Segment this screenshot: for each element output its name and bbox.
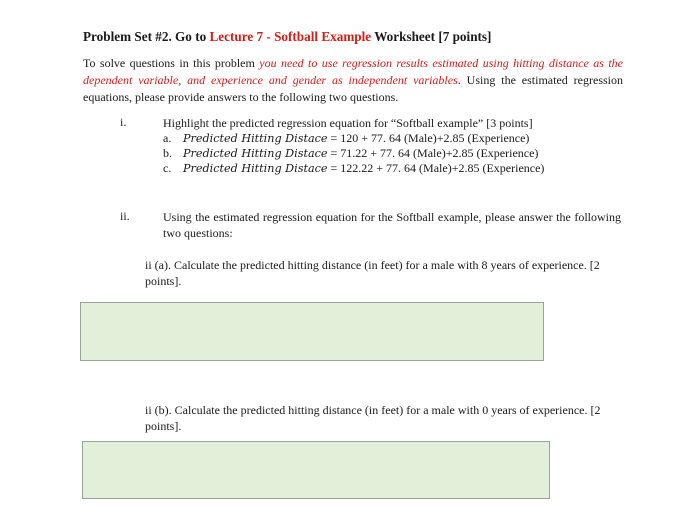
intro-part1: To solve questions in this problem xyxy=(83,56,260,70)
title-prefix: Problem Set #2. Go to xyxy=(83,29,210,44)
question-i-text: Highlight the predicted regression equation for “Softball example” [3 points] xyxy=(163,116,533,130)
intro-emphasis: you need to use regression results estimated using hitting distance as the dependent variable, and experience and gender as independent variables xyxy=(83,56,623,87)
problem-title xyxy=(83,29,491,45)
lecture-reference: Lecture 7 - Softball Example xyxy=(209,29,372,44)
option-a-rhs: = 120 + 77. 64 (Male)+2.85 (Experience) xyxy=(327,131,530,145)
question-ii-text: Using the estimated regression equation for the Softball example, please answer the following two questions: xyxy=(163,210,621,240)
question-i-numeral: i. xyxy=(120,115,127,129)
option-c-label: c. xyxy=(163,161,172,175)
question-ii-numeral: ii. xyxy=(120,209,130,223)
option-a-lhs: Predicted Hitting Distace xyxy=(183,132,328,145)
title-suffix: Worksheet [7 points] xyxy=(371,29,492,44)
option-b-rhs: = 71.22 + 77. 64 (Male)+2.85 (Experience) xyxy=(327,146,539,160)
answer-box-ii-b[interactable] xyxy=(82,441,550,499)
question-ii-b-text: ii (b). Calculate the predicted hitting distance (in feet) for a male with 0 years of experience. [2 points]. xyxy=(145,403,601,433)
instructions-paragraph xyxy=(83,55,623,106)
option-c-lhs: Predicted Hitting Distace xyxy=(183,162,328,175)
option-c[interactable] xyxy=(163,161,544,176)
option-a-label: a. xyxy=(163,131,172,145)
option-b[interactable] xyxy=(163,146,538,161)
option-c-rhs: = 122.22 + 77. 64 (Male)+2.85 (Experience) xyxy=(327,161,545,175)
option-a[interactable] xyxy=(163,131,529,146)
intro-part2: . Using the estimated regression equations, please provide answers to the following two questions. xyxy=(83,73,623,104)
option-b-label: b. xyxy=(163,146,172,160)
question-ii-a-text: ii (a). Calculate the predicted hitting distance (in feet) for a male with 8 years of experience. [2 points]. xyxy=(145,258,600,288)
answer-box-ii-a[interactable] xyxy=(80,302,544,361)
option-b-lhs: Predicted Hitting Distace xyxy=(183,147,328,160)
